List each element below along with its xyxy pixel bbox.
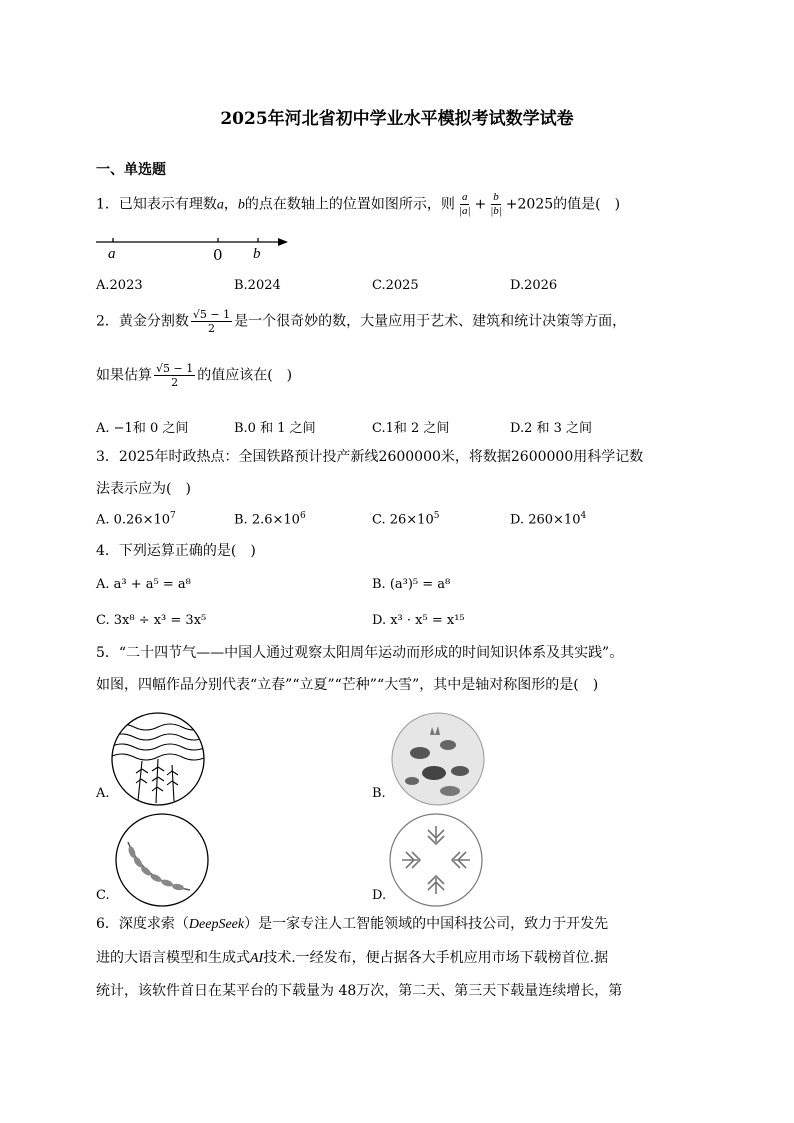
- question-1: [96, 191, 620, 218]
- q5-label-a: A.: [96, 786, 110, 801]
- section-heading: 一、单选题: [96, 162, 166, 178]
- q6-line2-b: 技术.一经发布，便占据各大手机应用市场下载榜首位.据: [263, 950, 609, 966]
- q4-option-c: C. 3x⁸ ÷ x³ = 3x⁵: [96, 613, 207, 628]
- q2-option-d: D.2 和 3 之间: [510, 421, 593, 436]
- question-6-line-1: [96, 914, 608, 935]
- q3-option-d: [510, 511, 586, 527]
- solar-term-image-d: [388, 812, 484, 908]
- q3-option-b-exp: 6: [299, 511, 306, 521]
- q6-line2-a: 进的大语言模型和生成式: [96, 950, 250, 966]
- question-3-line-2: 法表示应为( ): [96, 481, 191, 497]
- axis-label-a: a: [108, 246, 116, 262]
- q2-option-c: C.1和 2 之间: [372, 421, 450, 436]
- q3-option-b-base: B. 2.6×10: [234, 512, 300, 528]
- q1-option-b: B.2024: [234, 278, 281, 293]
- q2-fraction-1: [191, 308, 232, 335]
- solar-term-image-a: [110, 711, 206, 807]
- q1-option-a: A.2023: [96, 278, 143, 293]
- question-2-line-2: [96, 362, 292, 389]
- q1-text-c: +2025的值是( ): [505, 196, 621, 213]
- q2-frac2-num: √5 − 1: [156, 362, 194, 375]
- question-5-line-1: 5．“二十四节气——中国人通过观察太阳周年运动而形成的时间知识体系及其实践”。: [96, 645, 624, 661]
- arrow-right-icon: [278, 238, 288, 246]
- q1-plus: +: [474, 196, 487, 213]
- question-3-line-1: 3．2025年时政热点：全国铁路预计投产新线2600000米，将数据2600000用科学记数: [96, 449, 644, 465]
- q2-option-a: A. −1和 0 之间: [96, 421, 189, 436]
- q6-line1-a: 6．深度求索（: [96, 916, 189, 932]
- q1-frac2-num: b: [493, 191, 499, 203]
- q3-option-a-base: A. 0.26×10: [96, 512, 171, 528]
- q1-frac2-den: |b|: [490, 205, 502, 217]
- q6-line1-b: ）是一家专注人工智能领域的中国科技公司，致力于开发先: [244, 916, 609, 932]
- q2-frac2-den: 2: [171, 376, 179, 389]
- q1-fraction-2: [488, 191, 504, 218]
- q2-text-c: 如果估算: [96, 367, 152, 384]
- q3-option-b: [234, 511, 306, 527]
- q1-var-b: b: [237, 197, 245, 213]
- q1-var-a: a: [216, 197, 224, 213]
- q3-option-a: [96, 511, 176, 527]
- q2-text-b: 是一个很奇妙的数，大量应用于艺术、建筑和统计决策等方面，: [234, 313, 627, 330]
- q2-text-d: 的值应该在( ): [197, 367, 293, 384]
- number-line-figure: [94, 232, 294, 264]
- question-2-line-1: [96, 308, 626, 335]
- q3-option-c-exp: 5: [433, 511, 440, 521]
- q2-frac-num: √5 − 1: [192, 308, 231, 321]
- q5-label-c: C.: [96, 888, 110, 903]
- q1-frac1-num: a: [461, 191, 468, 203]
- q1-option-d: D.2026: [510, 278, 558, 293]
- solar-term-image-c: [114, 812, 210, 908]
- solar-term-image-b: [390, 711, 486, 807]
- axis-label-zero: 0: [213, 246, 223, 264]
- q2-text-a: 2．黄金分割数: [96, 313, 189, 330]
- q3-option-c-base: C. 26×10: [372, 512, 434, 528]
- q1-option-c: C.2025: [372, 278, 419, 293]
- q3-option-d-base: D. 260×10: [510, 512, 581, 528]
- q2-fraction-2: [154, 362, 195, 389]
- q4-option-d: D. x³ · x⁵ = x¹⁵: [372, 613, 465, 628]
- q1-fraction-1: [457, 191, 473, 218]
- question-5-line-2: 如图，四幅作品分别代表“立春”“立夏”“芒种”“大雪”，其中是轴对称图形的是( ): [96, 677, 599, 693]
- question-6-line-3: 统计，该软件首日在某平台的下载量为 48万次，第二天、第三天下载量连续增长，第: [96, 983, 623, 999]
- q3-option-a-exp: 7: [170, 511, 176, 521]
- axis-label-b: b: [253, 246, 261, 262]
- page-title: 2025年河北省初中学业水平模拟考试数学试卷: [220, 109, 574, 129]
- q5-label-d: D.: [372, 888, 387, 903]
- question-6-line-2: [96, 948, 608, 969]
- q6-deepseek: DeepSeek: [188, 917, 245, 932]
- q2-option-b: B.0 和 1 之间: [234, 421, 316, 436]
- q3-option-c: [372, 511, 439, 527]
- q6-ai: AI: [250, 951, 264, 966]
- q4-option-b: B. (a³)⁵ = a⁸: [372, 577, 451, 592]
- q1-text-a: 1．已知表示有理数: [96, 196, 217, 213]
- q1-text-b: 的点在数轴上的位置如图所示，则: [244, 196, 455, 213]
- q3-option-d-exp: 4: [580, 511, 587, 521]
- q1-frac1-den: |a|: [458, 205, 471, 217]
- q5-label-b: B.: [372, 786, 386, 801]
- q4-option-a: A. a³ + a⁵ = a⁸: [96, 577, 191, 592]
- q1-comma: ，: [223, 196, 238, 213]
- q2-frac-den: 2: [208, 322, 216, 335]
- question-4: 4．下列运算正确的是( ): [96, 543, 256, 559]
